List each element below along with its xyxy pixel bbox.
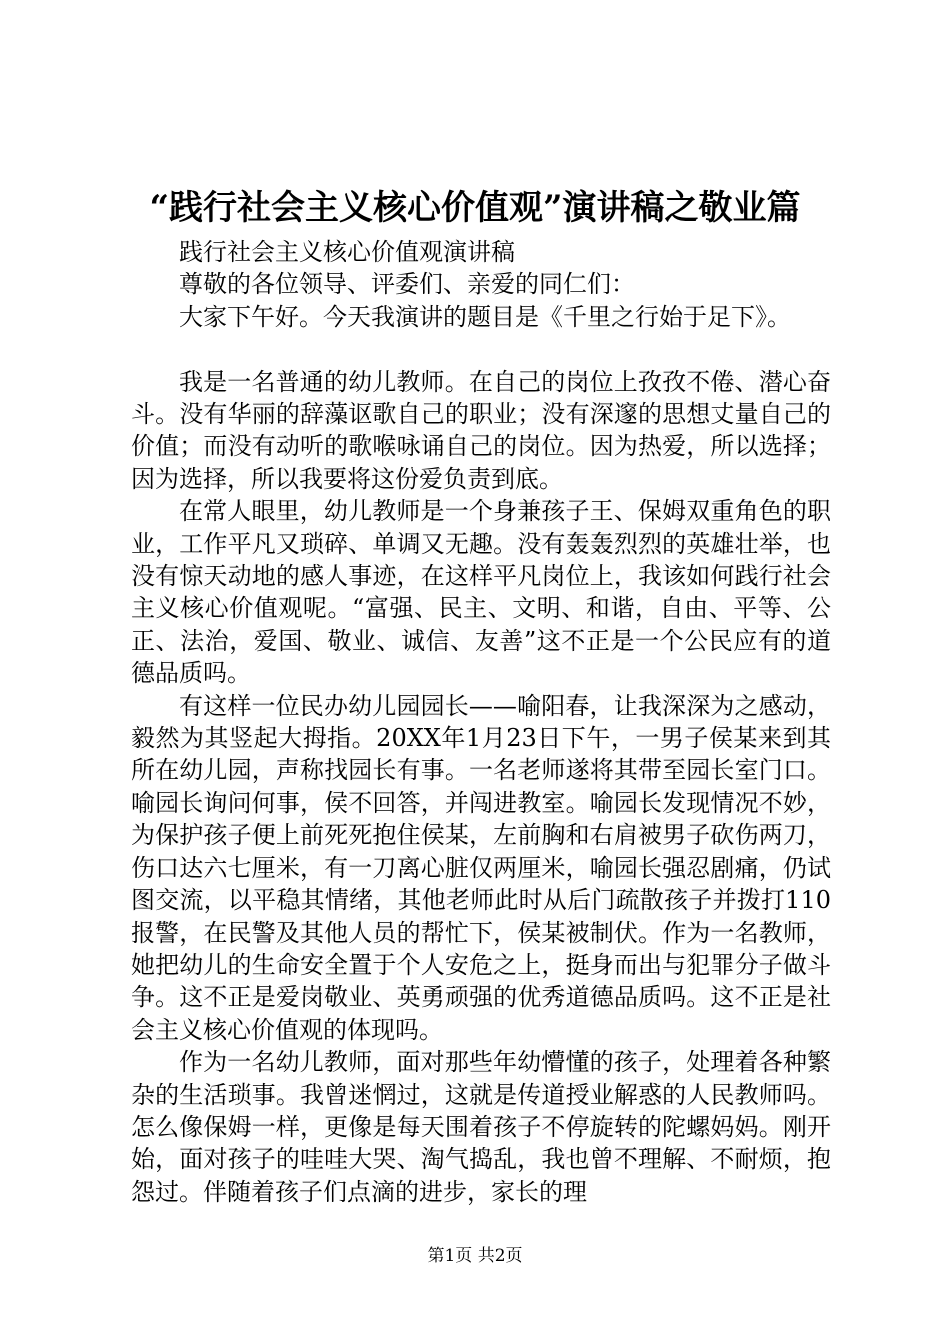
document-body: [131, 236, 831, 1208]
body-paragraph-4: 作为一名幼儿教师，面对那些年幼懵懂的孩子，处理着各种繁杂的生活琐事。我曾迷惘过，这就是传道授业解惑的人民教师吗。怎么像保姆一样，更像是每天围着孩子不停旋转的陀螺妈妈。刚开始，面对孩子的哇哇大哭、淘气捣乱，我也曾不理解、不耐烦，抱怨过。伴随着孩子们点滴的进步，家长的理: [131, 1048, 831, 1206]
greeting: 大家下午好。今天我演讲的题目是《千里之行始于足下》。: [179, 302, 791, 331]
paragraph-spacer: [131, 333, 831, 365]
salutation: 尊敬的各位领导、评委们、亲爱的同仁们：: [179, 270, 635, 299]
body-paragraph-1: 我是一名普通的幼儿教师。在自己的岗位上孜孜不倦、潜心奋斗。没有华丽的辞藻讴歌自己的职业；没有深邃的思想丈量自己的价值；而没有动听的歌喉咏诵自己的岗位。因为热爱，所以选择；因为选择，所以我要将这份爱负责到底。: [131, 367, 831, 493]
body-paragraph-2: 在常人眼里，幼儿教师是一个身兼孩子王、保姆双重角色的职业，工作平凡又琐碎、单调又无趣。没有轰轰烈烈的英雄壮举，也没有惊天动地的感人事迹，在这样平凡岗位上，我该如何践行社会主义核心价值观呢。“富强、民主、文明、和谐，自由、平等、公正、法治，爱国、敬业、诚信、友善”这不正是一个公民应有的道德品质吗。: [131, 497, 831, 688]
document-title: “践行社会主义核心价值观”演讲稿之敬业篇: [149, 188, 801, 228]
speech-subtitle: 践行社会主义核心价值观演讲稿: [179, 238, 515, 266]
body-paragraph-3: 有这样一位民办幼儿园园长——喻阳春，让我深深为之感动，毅然为其竖起大拇指。20XX年1月23日下午，一男子侯某来到其所在幼儿园，声称找园长有事。一名老师遂将其带至园长室门口。喻园长询问何事，侯不回答，并闯进教室。喻园长发现情况不妙，为保护孩子便上前死死抱住侯某，左前胸和右肩被男子砍伤两刀，伤口达六七厘米，有一刀离心脏仅两厘米，喻园长强忍剧痛，仍试图交流，以平稳其情绪，其他老师此时从后门疏散孩子并拨打110报警，在民警及其他人员的帮忙下，侯某被制伏。作为一名教师，她把幼儿的生命安全置于个人安危之上，挺身而出与犯罪分子做斗争。这不正是爱岗敬业、英勇顽强的优秀道德品质吗。这不正是社会主义核心价值观的体现吗。: [131, 691, 831, 1044]
page-footer: 第1页 共2页: [427, 1246, 523, 1266]
